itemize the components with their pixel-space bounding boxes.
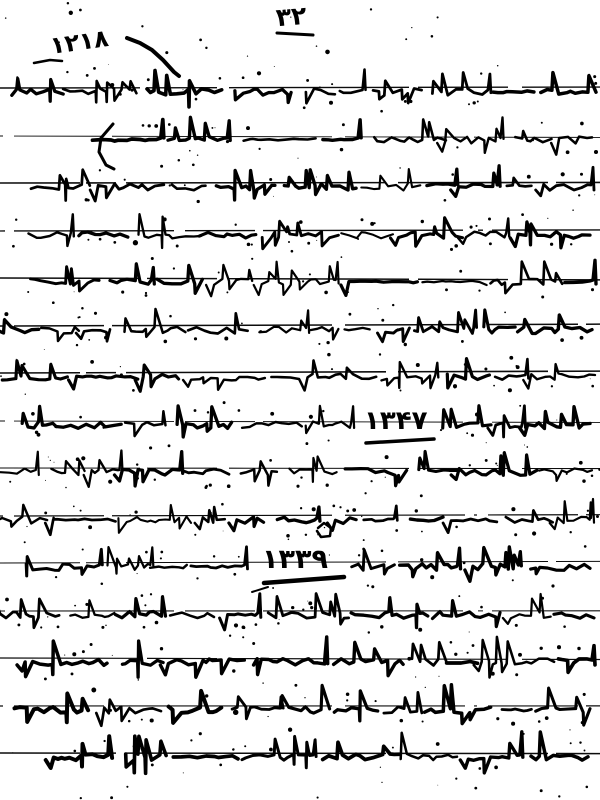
header-date: ۱۲۱۸: [48, 24, 111, 60]
page-number: ۳۲: [274, 0, 308, 33]
underlined-year-1339: ۱۳۳۹: [262, 544, 328, 575]
underlined-year-1347: ۱۳۴۷: [364, 406, 428, 436]
